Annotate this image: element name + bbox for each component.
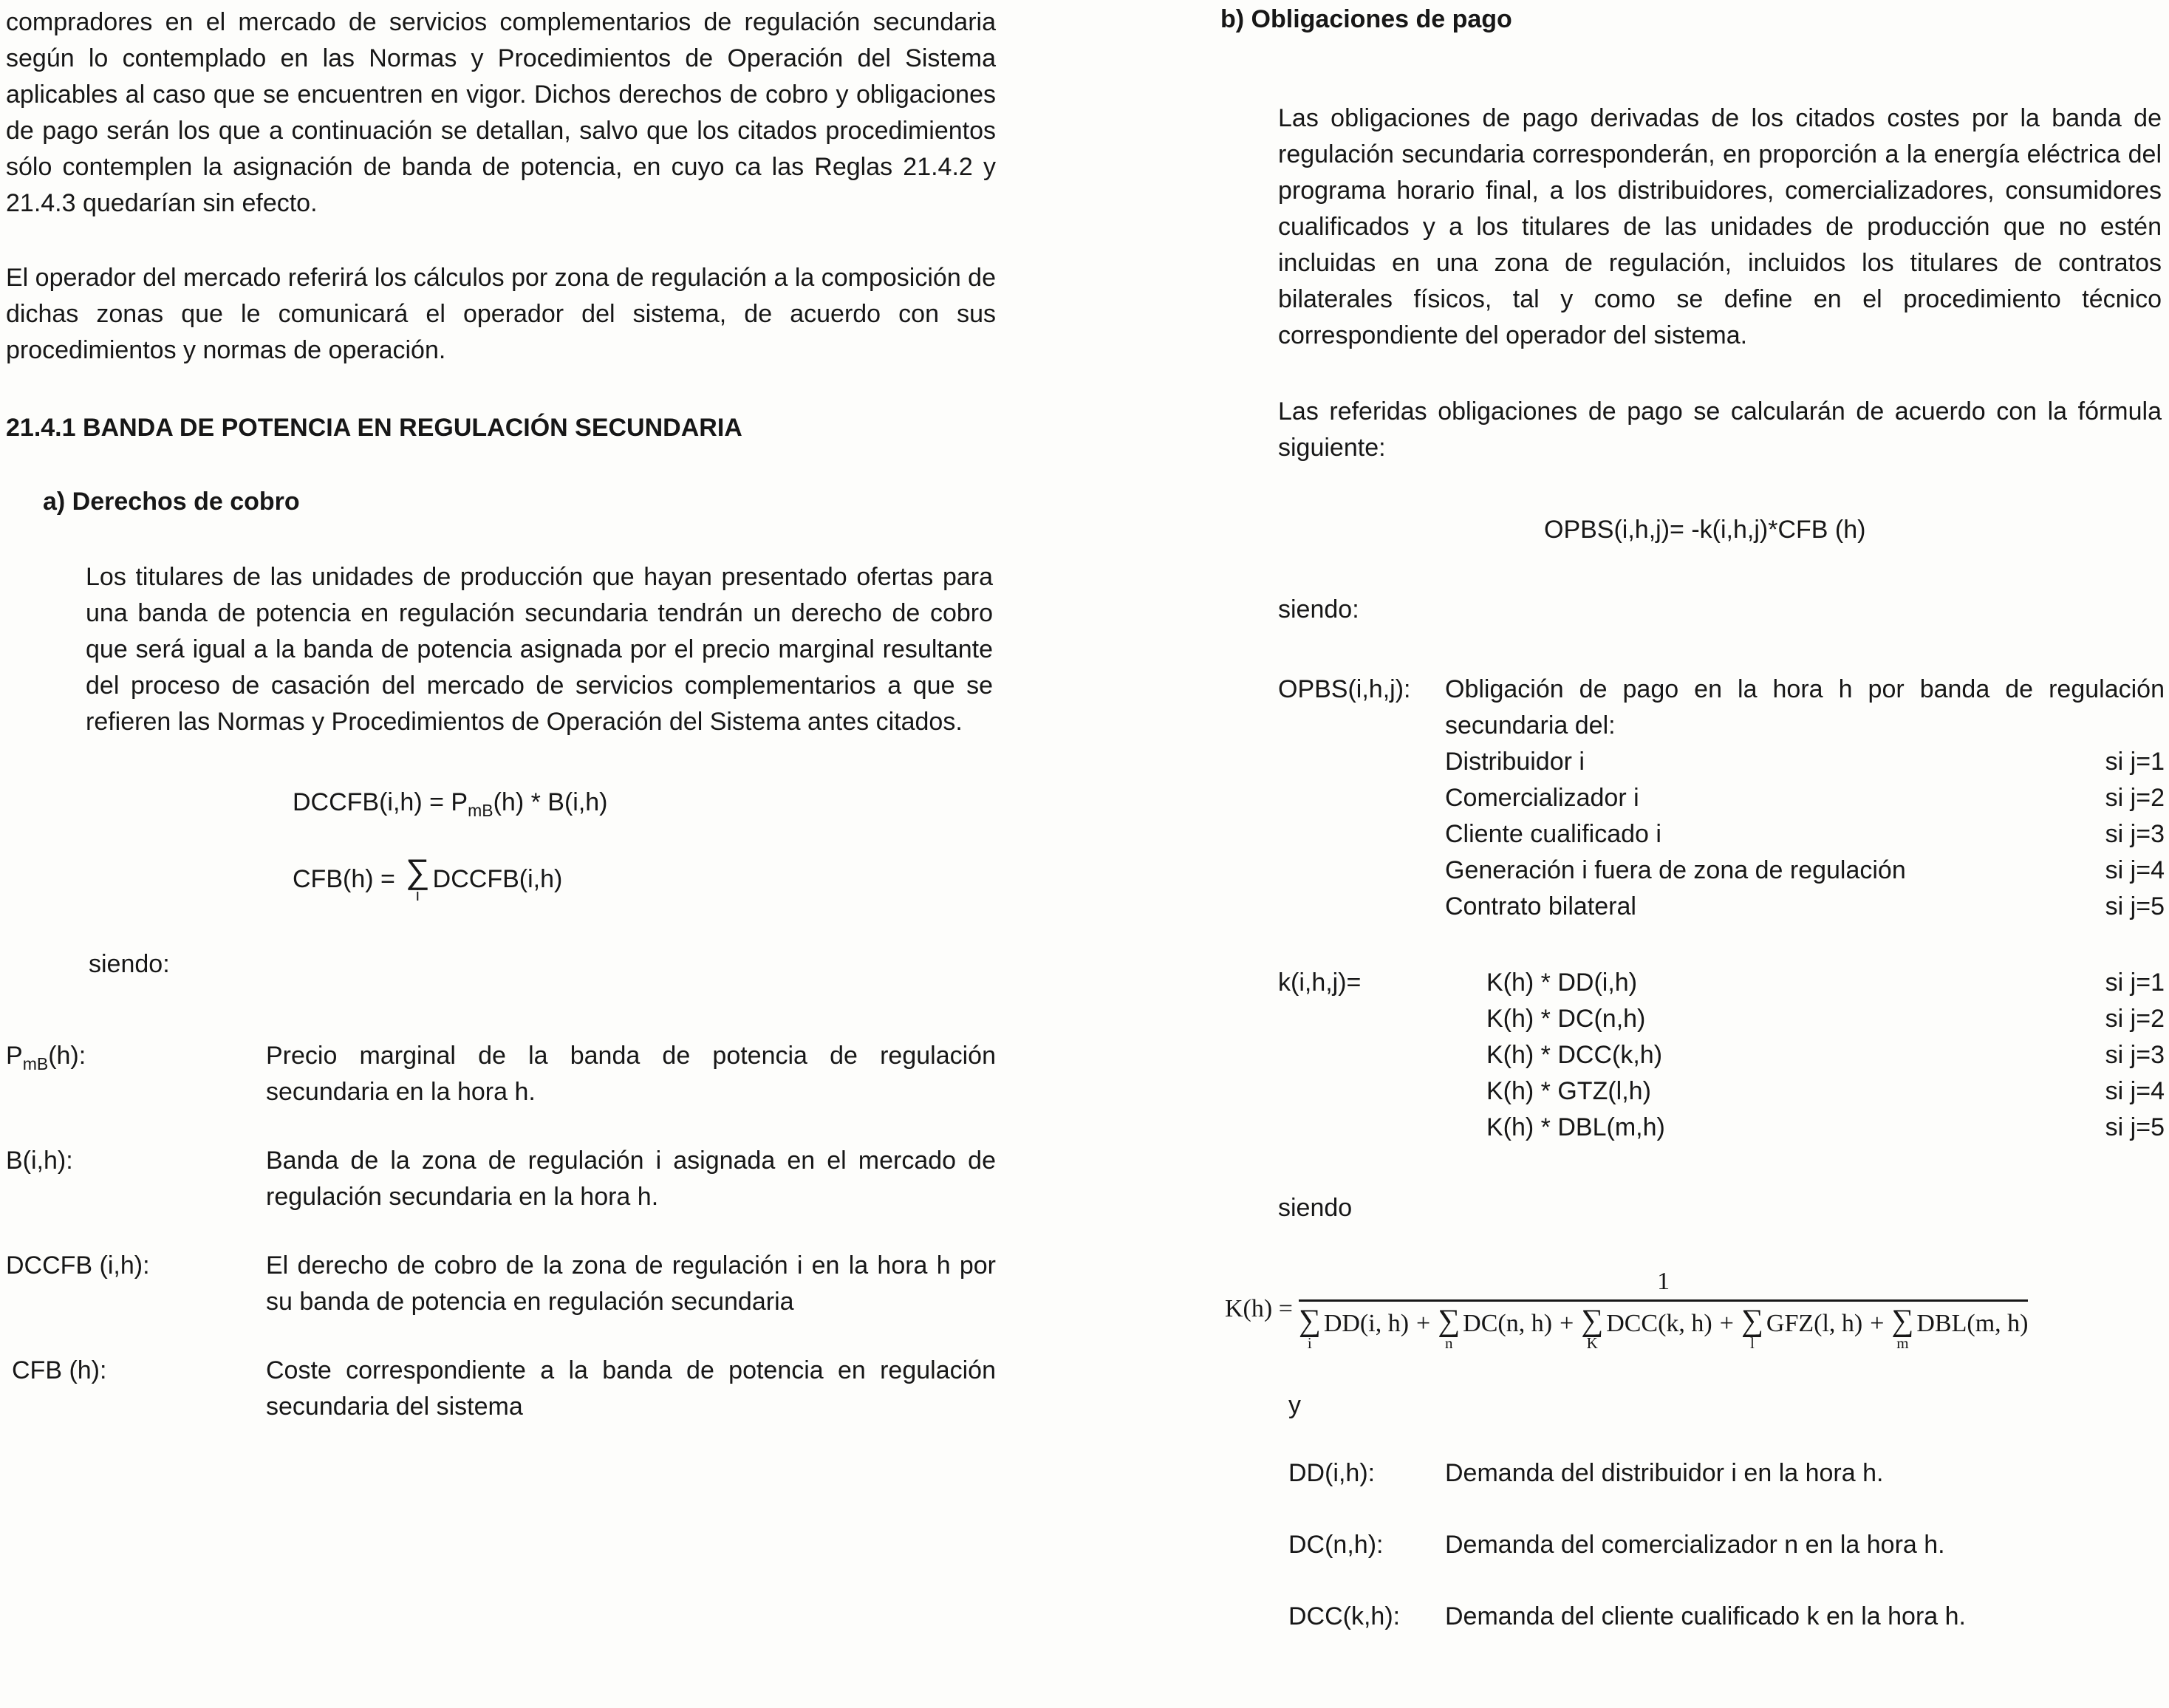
summation-symbol (1299, 1306, 1321, 1350)
opbs-item (1445, 744, 2165, 780)
opbs-item (1445, 780, 2165, 816)
formula-intro-paragraph: Las referidas obligaciones de pago se calcularán de acuerdo con la fórmula siguiente: (1278, 397, 2162, 462)
definition-desc: Banda de la zona de regulación i asignada en el mercado de regulación secundaria en la hora h. (266, 1147, 996, 1211)
siendo-label: siendo: (89, 950, 170, 978)
definition-desc: Demanda del comercializador n en la hora h. (1445, 1531, 1945, 1559)
market-operator-paragraph: El operador del mercado referirá los cálculos por zona de regulación a la composición de dichas zonas que le comunicará el operador del sistema, de acuerdo con sus procedimientos y normas de operación. (6, 264, 996, 364)
definition-term (6, 1248, 266, 1320)
summation-symbol (1891, 1306, 1913, 1350)
definition-desc: Demanda del cliente cualificado k en la hora h. (1445, 1602, 1966, 1630)
formula-kh-lhs: K(h) = (1225, 1294, 1293, 1322)
definition-dcc (1288, 1599, 2165, 1635)
plus-sign: + (1870, 1310, 1885, 1337)
plus-sign: + (1719, 1310, 1734, 1337)
k-item-cond: si j=5 (2105, 1113, 2165, 1141)
opbs-item-cond: si j=3 (2105, 820, 2165, 848)
definition-opbs (1278, 672, 2165, 925)
intro-paragraph: compradores en el mercado de servicios complementarios de regulación secundaria según lo contemplado en las Normas y Procedimientos de Operación del Sistema aplicables al caso que se encuentren en vigor. Dichos derechos de cobro y obligaciones de pago serán los que a continuación se detallan, salvo que los citados procedimientos sólo contemplen la asignación de banda de potencia, en cuyo ca las Reglas 21.4.2 y 21.4.3 quedarían sin efecto. (6, 8, 996, 217)
obligaciones-paragraph: Las obligaciones de pago derivadas de los citados costes por la banda de regulación secundaria corresponderán, en proporción a la energía eléctrica del programa horario final, a los distribuidores, comercializadores, consumidores cualificados y a los titulares de las unidades de producción que no estén incluidas en una zona de regulación, incluidos los titulares de contratos bilaterales físicos, tal y como se define en el procedimiento técnico correspondiente del operador del sistema. (1278, 104, 2162, 349)
subsection-heading-a: a) Derechos de cobro (43, 488, 300, 516)
definition-body (1445, 672, 2165, 925)
definition-dd (1288, 1455, 2165, 1492)
term-base: DCCFB (i,h): (6, 1251, 150, 1280)
k-item-cond: si j=1 (2105, 969, 2165, 997)
opbs-item-label: Contrato bilateral (1445, 892, 1636, 920)
opbs-item-cond: si j=1 (2105, 748, 2165, 776)
term-subscript: mB (22, 1054, 49, 1073)
sigma-icon: ∑ (1891, 1304, 1914, 1338)
formula-opbs: OPBS(i,h,j)= -k(i,h,j)*CFB (h) (1544, 516, 1866, 544)
formula-dccfb-rhs: (h) * B(i,h) (493, 788, 608, 816)
summation-symbol (1741, 1306, 1763, 1350)
k-item-cond: si j=2 (2105, 1005, 2165, 1033)
term-base: CFB (h): (12, 1356, 107, 1384)
definition-term: DD(i,h): (1288, 1459, 1376, 1487)
opbs-item-label: Cliente cualificado i (1445, 820, 1661, 848)
subsection-heading-b: b) Obligaciones de pago (1220, 5, 1512, 33)
definition-term (6, 1038, 266, 1110)
definition-dccfb (6, 1248, 996, 1320)
k-item-expr: K(h) * DBL(m,h) (1486, 1113, 1665, 1141)
definitions-list (1288, 1455, 2165, 1635)
sum-expr: DCC(k, h) (1606, 1310, 1712, 1337)
opbs-item-label: Distribuidor i (1445, 748, 1585, 776)
definition-term: k(i,h,j)= (1278, 969, 1362, 997)
opbs-item-cond: si j=4 (2105, 856, 2165, 884)
formula-cfb (293, 852, 996, 904)
plus-sign: + (1416, 1310, 1431, 1337)
plus-sign: + (1560, 1310, 1574, 1337)
formula-cfb-rhs: DCCFB(i,h) (432, 865, 563, 893)
definition-desc: Coste correspondiente a la banda de potencia en regulación secundaria del sistema (266, 1356, 996, 1421)
k-item (1486, 1073, 2165, 1110)
sigma-subscript: l (1750, 1334, 1755, 1352)
definition-desc: El derecho de cobro de la zona de regulación i en la hora h por su banda de potencia en regulación secundaria (266, 1251, 996, 1316)
sigma-icon: ∑ (405, 852, 430, 890)
definition-term: DCC(k,h): (1288, 1602, 1401, 1630)
definition-cfb (6, 1353, 996, 1425)
definition-desc: Demanda del distribuidor i en la hora h. (1445, 1459, 1884, 1487)
definition-term: DC(n,h): (1288, 1531, 1384, 1559)
opbs-item-label: Comercializador i (1445, 784, 1639, 812)
section-heading-2141: 21.4.1 BANDA DE POTENCIA EN REGULACIÓN SECUNDARIA (6, 414, 742, 442)
sigma-subscript: i (1307, 1334, 1312, 1352)
opbs-item-cond: si j=5 (2105, 892, 2165, 920)
sum-term (1438, 1306, 1552, 1350)
sigma-icon: ∑ (1741, 1304, 1763, 1338)
definition-dc (1288, 1527, 2165, 1563)
k-item (1486, 965, 2165, 1001)
summation-symbol (1438, 1306, 1460, 1350)
definition-desc: Precio marginal de la banda de potencia de regulación secundaria en la hora h. (266, 1042, 996, 1106)
formula-dccfb-lhs: DCCFB(i,h) = P (293, 788, 468, 816)
fraction (1299, 1267, 2029, 1350)
definition-term: OPBS(i,h,j): (1278, 675, 1411, 703)
k-item-expr: K(h) * GTZ(l,h) (1486, 1077, 1651, 1105)
summation-symbol (405, 852, 430, 904)
sigma-subscript: K (1586, 1334, 1598, 1352)
opbs-item (1445, 816, 2165, 853)
sigma-icon: ∑ (1298, 1304, 1321, 1338)
k-item-expr: K(h) * DC(n,h) (1486, 1005, 1646, 1033)
definition-bih (6, 1143, 996, 1215)
opbs-item-label: Generación i fuera de zona de regulación (1445, 856, 1906, 884)
definitions-list (6, 1038, 996, 1425)
sigma-icon: ∑ (1581, 1304, 1604, 1338)
definition-body (1486, 965, 2165, 1146)
sigma-icon: ∑ (1438, 1304, 1461, 1338)
formula-kh (1225, 1267, 2165, 1350)
term-base: P (6, 1042, 23, 1070)
formula-cfb-lhs: CFB(h) = (293, 865, 395, 893)
sigma-subscript: n (1444, 1334, 1453, 1352)
sum-term (1299, 1306, 1409, 1350)
opbs-item (1445, 889, 2165, 925)
opbs-intro: Obligación de pago en la hora h por banda de regulación secundaria del: (1445, 675, 2165, 739)
term-rest: (h): (48, 1042, 86, 1070)
sum-term (1581, 1306, 1712, 1350)
sum-expr: DD(i, h) (1323, 1310, 1410, 1337)
definition-term (6, 1353, 266, 1425)
formula-dccfb (293, 786, 996, 827)
definition-term (6, 1143, 266, 1215)
siendo-label: siendo (1278, 1194, 1353, 1222)
k-item-cond: si j=3 (2105, 1041, 2165, 1069)
fraction-denominator (1299, 1299, 2029, 1350)
sum-term (1741, 1306, 1862, 1350)
k-item-expr: K(h) * DD(i,h) (1486, 969, 1638, 997)
derechos-cobro-paragraph: Los titulares de las unidades de producción que hayan presentado ofertas para una banda de potencia en regulación secundaria tendrán un derecho de cobro que será igual a la banda de potencia asignada por el precio marginal resultante del proceso de casación del mercado de servicios complementarios a que se refieren las Normas y Procedimientos de Operación del Sistema antes citados. (86, 563, 993, 736)
k-item (1486, 1037, 2165, 1073)
sigma-subscript: m (1896, 1334, 1909, 1352)
sum-expr: DC(n, h) (1463, 1310, 1553, 1337)
right-column (1220, 0, 2165, 1670)
k-item-expr: K(h) * DCC(k,h) (1486, 1041, 1663, 1069)
definition-pmb (6, 1038, 996, 1110)
k-item-cond: si j=4 (2105, 1077, 2165, 1105)
left-column (6, 0, 996, 1458)
summation-symbol (1581, 1306, 1603, 1350)
opbs-item-cond: si j=2 (2105, 784, 2165, 812)
y-label: y (1288, 1391, 1301, 1419)
sum-term (1891, 1306, 2028, 1350)
siendo-label: siendo: (1278, 595, 1359, 624)
k-item (1486, 1001, 2165, 1037)
sum-expr: DBL(m, h) (1916, 1310, 2029, 1337)
opbs-item (1445, 853, 2165, 889)
term-base: B(i,h): (6, 1147, 73, 1175)
fraction-numerator: 1 (1657, 1268, 1670, 1295)
formula-dccfb-subscript: mB (468, 801, 493, 820)
sigma-subscript: i (415, 886, 420, 904)
definition-k (1278, 965, 2165, 1146)
k-item (1486, 1110, 2165, 1146)
sum-expr: GFZ(l, h) (1766, 1310, 1863, 1337)
